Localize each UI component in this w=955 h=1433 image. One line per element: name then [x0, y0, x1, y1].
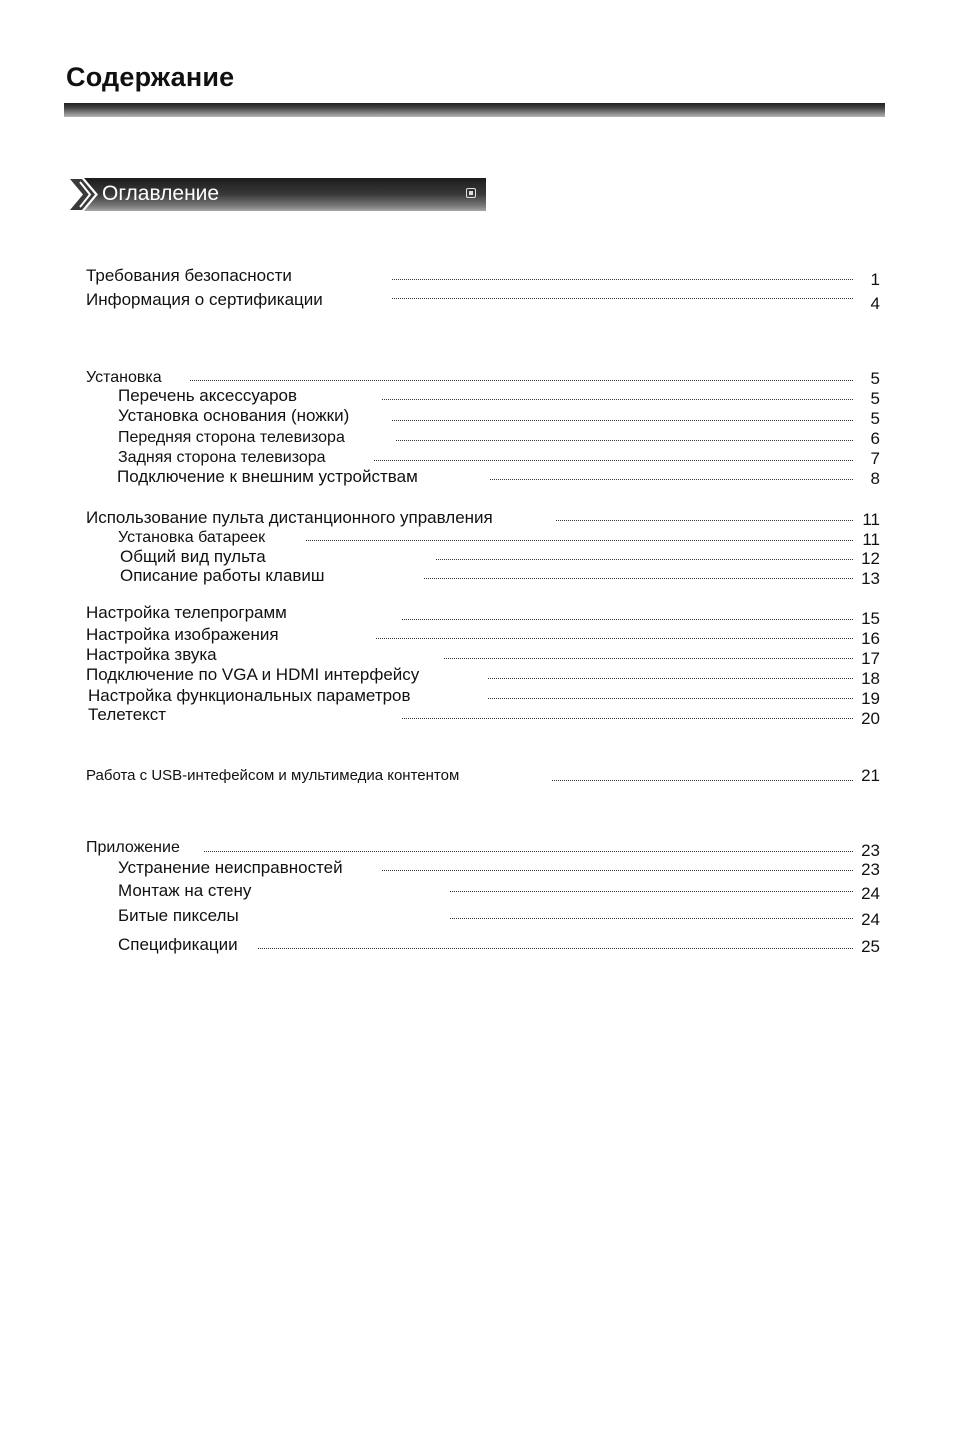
toc-entry-label: Задняя сторона телевизора [118, 449, 326, 466]
toc-leader-dots [204, 851, 853, 852]
toc-entry-label: Установка [86, 369, 162, 386]
toc-entry[interactable] [0, 266, 955, 288]
toc-entry[interactable] [0, 386, 955, 408]
toc-page-number: 24 [861, 910, 880, 929]
toc-page-number: 19 [861, 689, 880, 708]
toc-entry[interactable] [0, 645, 955, 667]
toc-entry[interactable] [0, 665, 955, 687]
toc-page-number: 25 [861, 937, 880, 956]
square-icon [466, 188, 476, 198]
toc-entry-label: Настройка функциональных параметров [88, 686, 411, 705]
toc-entry-label: Подключение к внешним устройствам [117, 467, 418, 486]
toc-entry[interactable] [0, 406, 955, 428]
toc-entry[interactable] [0, 858, 955, 880]
toc-entry[interactable] [0, 508, 955, 530]
toc-entry-label: Передняя сторона телевизора [118, 429, 345, 446]
toc-leader-dots [392, 420, 853, 421]
toc-page-number: 23 [861, 860, 880, 879]
toc-entry-label: Настройка телепрограмм [86, 603, 287, 622]
toc-entry[interactable] [0, 766, 955, 788]
toc-entry-label: Установка основания (ножки) [118, 406, 350, 425]
toc-leader-dots [258, 948, 853, 949]
toc-page-number: 20 [861, 709, 880, 728]
toc-entry[interactable] [0, 290, 955, 312]
toc-page-number: 6 [870, 429, 880, 448]
toc-page-number: 5 [870, 389, 880, 408]
section-banner [68, 178, 486, 211]
toc-entry-label: Использование пульта дистанционного управления [86, 508, 493, 527]
toc-page-number: 11 [862, 530, 880, 549]
toc-page-number: 24 [861, 884, 880, 903]
toc-page-number: 13 [861, 569, 880, 588]
toc-leader-dots [382, 870, 853, 871]
toc-leader-dots [552, 780, 853, 781]
toc-entry[interactable] [0, 881, 955, 903]
toc-page-number: 17 [861, 649, 880, 668]
toc-entry-label: Приложение [86, 839, 180, 856]
toc-entry-label: Установка батареек [118, 529, 266, 546]
toc-entry[interactable] [0, 935, 955, 957]
title-divider [64, 103, 885, 117]
toc-entry[interactable] [0, 467, 955, 489]
toc-entry[interactable] [0, 428, 955, 450]
toc-entry[interactable] [0, 705, 955, 727]
toc-leader-dots [392, 298, 853, 299]
toc-entry-label: Перечень аксессуаров [118, 386, 298, 405]
toc-entry-label: Настройка звука [86, 645, 217, 664]
toc-page-number: 12 [861, 549, 880, 568]
toc-entry[interactable] [0, 603, 955, 628]
toc-leader-dots [402, 619, 853, 620]
toc-page-number: 5 [870, 369, 880, 388]
toc-page-number: 8 [870, 469, 880, 488]
toc-entry-label: Работа с USB-интефейсом и мультимедиа контентом [86, 767, 460, 784]
toc-entry-label: Общий вид пульта [120, 547, 266, 566]
toc-leader-dots [392, 279, 853, 280]
toc-entry[interactable] [0, 566, 955, 588]
toc-page-number: 11 [862, 510, 880, 529]
toc-entry-label: Спецификации [118, 935, 238, 954]
toc-page-number: 4 [870, 294, 880, 313]
section-title: Оглавление [102, 182, 220, 205]
toc-entry-label: Подключение по VGA и HDMI интерфейсу [86, 665, 420, 684]
toc-leader-dots [402, 718, 853, 719]
toc-page-number: 1 [870, 270, 880, 289]
toc-leader-dots [374, 460, 853, 461]
toc-page-number: 18 [861, 669, 880, 688]
toc-entry[interactable] [0, 625, 955, 647]
toc-leader-dots [424, 578, 853, 579]
toc-leader-dots [488, 678, 853, 679]
toc-leader-dots [382, 399, 853, 400]
toc-leader-dots [488, 698, 853, 699]
toc-entry-label: Настройка изображения [86, 625, 279, 644]
toc-page-number: 15 [861, 609, 880, 628]
toc-leader-dots [306, 540, 853, 541]
page-title: Содержание [66, 62, 235, 92]
toc-entry-label: Битые пикселы [118, 906, 239, 925]
toc-leader-dots [450, 918, 853, 919]
toc-entry-label: Описание работы клавиш [120, 566, 325, 585]
chevron-right-icon [68, 178, 98, 211]
toc-leader-dots [490, 479, 853, 480]
toc-leader-dots [444, 658, 853, 659]
toc-page-number: 21 [861, 766, 880, 785]
toc-entry[interactable] [0, 906, 955, 928]
toc-leader-dots [376, 638, 853, 639]
toc-leader-dots [190, 380, 853, 381]
toc-entry-label: Устранение неисправностей [118, 858, 343, 877]
toc-page-number: 23 [861, 841, 880, 860]
toc-page-number: 5 [870, 409, 880, 428]
toc-entry-label: Телетекст [88, 705, 167, 724]
toc-page-number: 7 [870, 449, 880, 468]
toc-entry-label: Информация о сертификации [86, 290, 323, 309]
toc-entry-label: Требования безопасности [86, 266, 292, 285]
toc-leader-dots [396, 440, 853, 441]
toc-leader-dots [436, 559, 853, 560]
toc-leader-dots [556, 520, 853, 521]
toc-entry-label: Монтаж на стену [118, 881, 252, 900]
toc-leader-dots [450, 891, 853, 892]
toc-entry[interactable] [0, 838, 955, 860]
toc-page-number: 16 [861, 629, 880, 648]
